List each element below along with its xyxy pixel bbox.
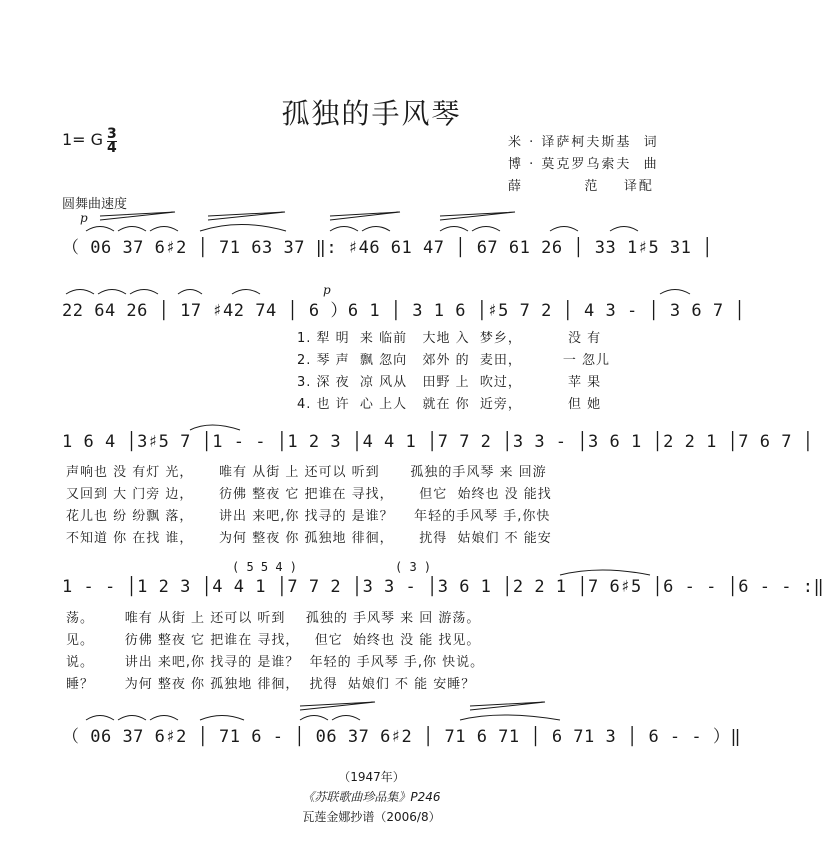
slur (300, 716, 328, 721)
slur (150, 227, 178, 232)
slur (550, 227, 578, 232)
slur (86, 227, 114, 232)
slur (118, 227, 146, 232)
slur (98, 290, 126, 295)
crescendo-hairpin (208, 212, 285, 220)
notation-line-4: 1 - - │1 2 3 │4 4 1 │7 7 2 │3 3 - │3 6 1 │2 2 1 │7 6♯5 │6 - - │6 - - :‖ (62, 577, 824, 597)
lyricist-credit: 米 · 译萨柯夫斯基 词 (508, 135, 659, 150)
notation-line-2: 22 64 26 │ 17 ♯42 74 │ 6 ）6 1 │ 3 1 6 │♯5 7 2 │ 4 3 - │ 3 6 7 │ (62, 301, 746, 321)
verse-b-line-3: 花儿也 纷 纷飘 落， 讲出 来吧,你 找寻的 是谁？ 年轻的手风琴 手,你快 (66, 509, 551, 524)
verse-c-line-1: 荡。 唯有 从街 上 还可以 听到 孤独的 手风琴 来 回 游荡。 (66, 611, 481, 626)
crescendo-hairpin (470, 702, 545, 710)
song-title: 孤独的手风琴 (281, 97, 462, 130)
verse-a-line-4: 4. 也 许 心 上人 就在 你 近旁， 但 她 (297, 397, 602, 412)
crescendo-hairpin (440, 212, 515, 220)
verse-c-line-3: 说。 讲出 来吧,你 找寻的 是谁？ 年轻的 手风琴 手,你 快说。 (66, 655, 485, 670)
slur (460, 715, 560, 720)
crescendo-hairpin (300, 702, 375, 710)
slur (440, 227, 468, 232)
crescendo-hairpin (330, 212, 400, 220)
verse-a-line-1: 1. 犁 明 来 临前 大地 入 梦乡， 没 有 (297, 331, 602, 346)
slur (150, 716, 178, 721)
slur (200, 225, 286, 232)
tempo-marking: 圆舞曲速度 (62, 197, 128, 212)
slur (178, 290, 202, 295)
slur (66, 290, 94, 295)
key-signature: 1= G (62, 130, 104, 149)
slur (130, 290, 158, 295)
dynamic-piano-intro: p (80, 211, 88, 225)
verse-c-line-4: 睡？ 为何 整夜 你 孤独地 徘徊， 扰得 姑娘们 不 能 安睡？ (66, 677, 476, 692)
slur (118, 716, 146, 721)
translator-credit: 薛 范 译配 (508, 179, 654, 194)
verse-b-line-2: 又回到 大 门旁 边， 彷佛 整夜 它 把谁在 寻找， 但它 始终也 没 能找 (66, 487, 552, 502)
notation-line-5: （ 06 37 6♯2 │ 71 6 - │ 06 37 6♯2 │ 71 6 71 │ 6 71 3 │ 6 - - ）‖ (62, 727, 742, 747)
source-note: 《苏联歌曲珍品集》P246 (302, 790, 441, 804)
verse-b-line-1: 声响也 没 有灯 光， 唯有 从街 上 还可以 听到 孤独的手风琴 来 回游 (66, 465, 547, 480)
notation-line-3: 1 6 4 │3♯5 7 │1 - - │1 2 3 │4 4 1 │7 7 2 │3 3 - │3 6 1 │2 2 1 │7 6 7 │ (62, 432, 814, 452)
verse-b-line-4: 不知道 你 在找 谁， 为何 整夜 你 孤独地 徘徊， 扰得 姑娘们 不 能安 (66, 531, 552, 546)
notation-line-1: （ 06 37 6♯2 │ 71 63 37 ‖: ♯46 61 47 │ 67 61 26 │ 33 1♯5 31 │ (62, 238, 713, 258)
crescendo-hairpin (100, 212, 175, 220)
slur (660, 290, 690, 295)
slur (200, 716, 244, 721)
slur (232, 290, 260, 295)
slur (86, 716, 114, 721)
slur (330, 227, 358, 232)
time-signature-top: 3 (107, 126, 117, 142)
composer-credit: 博 · 莫克罗乌索夫 曲 (508, 157, 659, 172)
transcriber-note: 瓦莲金娜抄谱（2006/8） (302, 810, 441, 824)
slur (362, 227, 390, 232)
year-note: （1947年） (338, 770, 405, 784)
slur (610, 227, 638, 232)
verse-c-line-2: 见。 彷佛 整夜 它 把谁在 寻找， 但它 始终也 没 能 找见。 (66, 633, 481, 648)
verse-a-line-3: 3. 深 夜 凉 风从 田野 上 吹过， 苹 果 (297, 375, 602, 390)
slur (560, 570, 650, 575)
time-signature-bottom: 4 (107, 140, 117, 156)
verse-a-line-2: 2. 琴 声 飘 忽向 郊外 的 麦田， 一 忽儿 (297, 353, 611, 368)
slur (190, 425, 240, 430)
slur (332, 716, 360, 721)
slur (472, 227, 500, 232)
alt-note-marking: ( 3 ) (395, 560, 432, 574)
alt-notes-marking: ( 5 5 4 ) (232, 560, 298, 574)
dynamic-piano-verse: p (323, 283, 331, 297)
